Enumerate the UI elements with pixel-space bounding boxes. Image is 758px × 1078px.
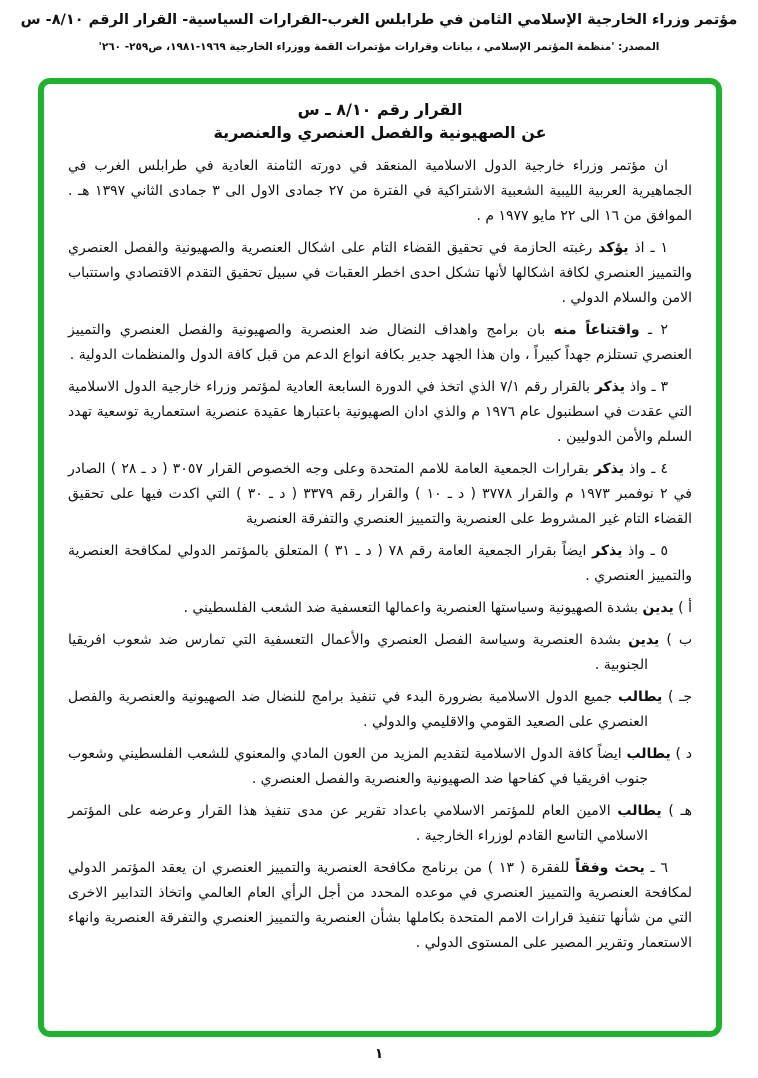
document-green-frame <box>38 78 722 1037</box>
resolution-number-title: القرار رقم ٨/١٠ ـ س <box>297 100 463 119</box>
paragraph-10: د ) يطالب ايضاً كافة الدول الاسلامية لتقديم المزيد من العون المادي والمعنوي للشعب الفلسطيني وشعوب جنوب افريقيا في كفاحها ضد الصهيونية والعنصرية والفصل العنصري . <box>68 746 692 787</box>
paragraph-4: ٣ ـ واذ يذكر بالقرار رقم ٧/١ الذي اتخذ في الدورة السابعة العادية لمؤتمر وزراء خارجية الدول الاسلامية التي عقدت في اسطنبول عام ١٩٧٦ م والذي ادان الصهيونية باعتبارها عقيدة عنصرية استعمارية توسعية تهدد السلم والأمن الدوليين . <box>68 379 693 445</box>
header-source-line: المصدر: 'منظمة المؤتمر الإسلامي ، بيانات وقرارات مؤتمرات القمة ووزراء الخارجية ١٩٦٩-١٩٨١، ص٢٥٩- ٢٦٠' <box>98 41 660 53</box>
paragraph-8: ب ) يدين بشدة العنصرية وسياسة الفصل العنصري والأعمال التعسفية التي تمارس ضد شعوب افريقيا الجنوبية . <box>68 632 692 673</box>
paragraph-6: ٥ ـ واذ يذكر ايضاً بقرار الجمعية العامة رقم ٧٨ ( د ـ ٣١ ) المتعلق بالمؤتمر الدولي لمكافحة العنصرية والتمييز العنصري . <box>68 543 692 584</box>
paragraph-2: ١ ـ اذ يؤكد رغبته الحازمة في تحقيق القضاء التام على اشكال العنصرية والصهيونية والفصل العنصري والتمييز العنصري لكافة اشكالها لأنها تشكل احدى اخطر العقبات في سبيل تحقيق التقدم الاقتصادي واستتباب الامن والسلام الدولي . <box>68 240 692 306</box>
paragraph-3: ٢ ـ واقتناعاً منه بان برامج واهداف النضال ضد العنصرية والصهيونية والفصل العنصري والتمييز العنصري تستلزم جهداً كبيراً ، وان هذا الجهد جدير بكافة انواع الدعم من قبل كافة الدول والمنظمات الدولية . <box>68 322 692 363</box>
paragraph-1: ان مؤتمر وزراء خارجية الدول الاسلامية المنعقد في دورته الثامنة العادية في طرابلس الغرب في الجماهيرية العربية الليبية الشعبية الاشتراكية في الفترة من ٢٧ جمادى الاول الى ٣ جمادى الثاني ١٣٩٧ هـ . الموافق من ١٦ الى ٢٢ مايو ١٩٧٧ م . <box>68 158 692 224</box>
paragraph-7: أ ) يدين بشدة الصهيونية وسياستها العنصرية واعمالها التعسفية ضد الشعب الفلسطيني . <box>183 600 692 616</box>
resolution-subject-title: عن الصهيونية والفصل العنصري والعنصرية <box>213 123 547 142</box>
paragraph-5: ٤ ـ واذ يذكر بقرارات الجمعية العامة للامم المتحدة وعلى وجه الخصوص القرار ٣٠٥٧ ( د ـ ٢٨ ) الصادر في ٢ نوفمبر ١٩٧٣ م والقرار ٣٧٧٨ ( د ـ ١٠ ) والقرار رقم ٣٣٧٩ ( د ـ ٣٠ ) التي اكدت فيها على تحقيق القضاء التام غير المشروط على العنصرية والتمييز العنصري والتفرقة العنصرية <box>68 461 692 527</box>
resolution-paragraphs <box>68 154 692 956</box>
paragraph-12: ٦ ـ يحث وفقاً للفقرة ( ١٣ ) من برنامج مكافحة العنصرية والتمييز العنصري ان يعقد المؤتمر الدولي لمكافحة العنصرية والتمييز العنصري في موعده المحدد من أجل الرأي العام العالمي واتخاذ التدابير الاخرى التي من شأنها تنفيذ قرارات الامم المتحدة بكاملها بشأن العنصرية والتمييز العنصري والتفرقة العنصرية وانهاء الاستعمار وتقرير المصير على المستوى الدولي . <box>68 860 692 951</box>
paragraph-11: هـ ) يطالب الامين العام للمؤتمر الاسلامي باعداد تقرير عن مدى تنفيذ هذا القرار وعرضه على المؤتمر الاسلامي التاسع القادم لوزراء الخارجية . <box>68 803 692 844</box>
header-title-line: مؤتمر وزراء الخارجية الإسلامي الثامن في طرابلس الغرب-القرارات السياسية- القرار الرقم ٨/١٠- س <box>20 12 738 28</box>
page-number: ١ <box>374 1046 384 1062</box>
paragraph-9: جـ ) يطالب جميع الدول الاسلامية بضرورة البدء في تنفيذ برامج للنضال ضد الصهيونية والعنصرية والفصل العنصري على الصعيد القومي والاقليمي والدولي . <box>68 689 692 730</box>
